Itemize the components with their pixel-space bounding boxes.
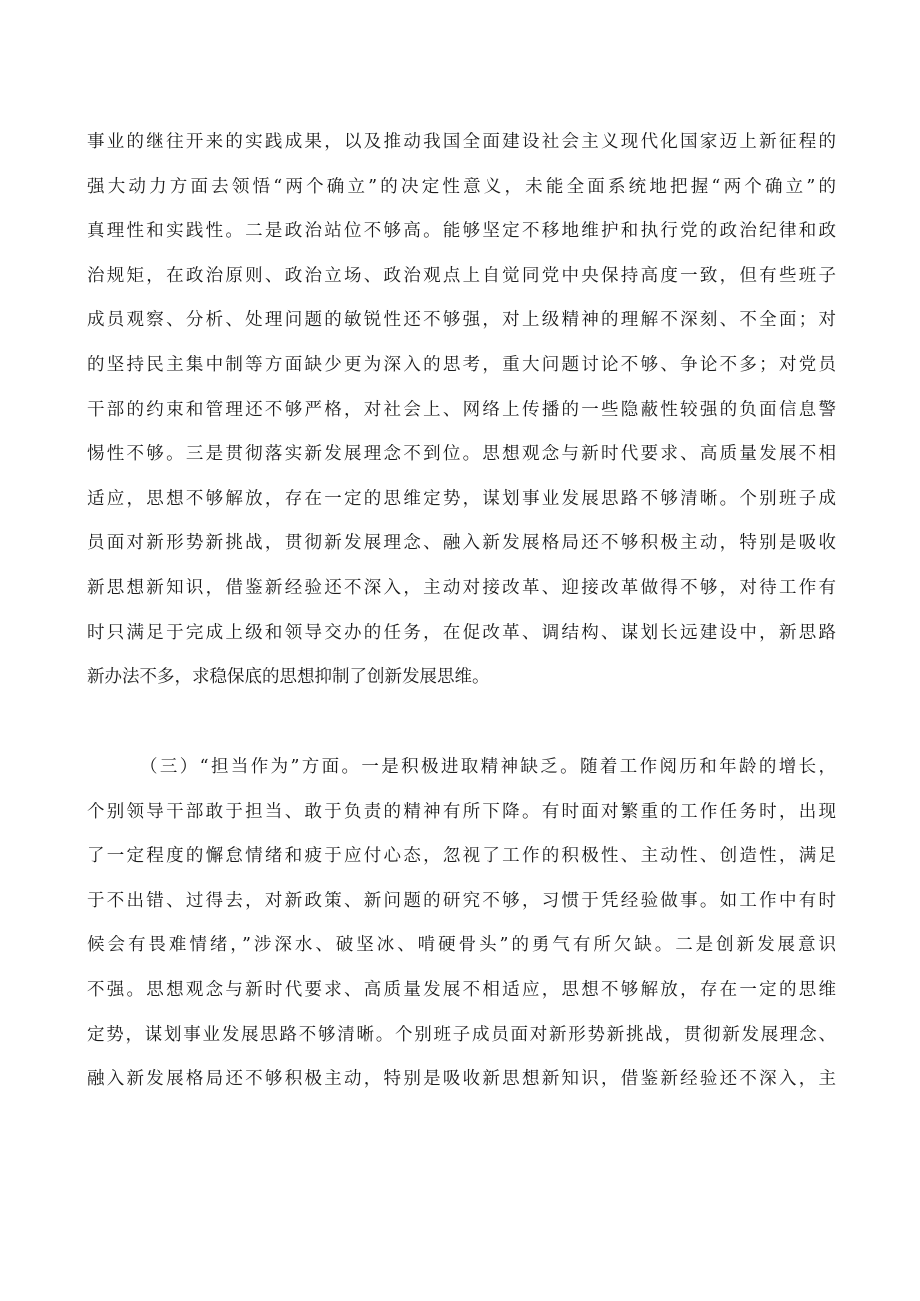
- paragraph-1: [87, 127, 836, 707]
- paragraph-line: 候会有畏难情绪，”涉深水、破坚冰、啃硬骨头”的勇气有所欠缺。二是创新发展意识: [87, 935, 836, 956]
- paragraph-line: 的坚持民主集中制等方面缺少更为深入的思考，重大问题讨论不够、争论不多；对党员: [87, 354, 836, 375]
- paragraph-2: [87, 752, 836, 1109]
- paragraph-line: 真理性和实践性。二是政治站位不够高。能够坚定不移地维护和执行党的政治纪律和政: [87, 221, 836, 242]
- paragraph-line-last: 新办法不多，求稳保底的思想抑制了创新发展思维。: [87, 667, 490, 688]
- paragraph-line: 强大动力方面去领悟“两个确立”的决定性意义，未能全面系统地把握“两个确立”的: [87, 176, 836, 197]
- paragraph-line: 新思想新知识，借鉴新经验还不深入，主动对接改革、迎接改革做得不够，对待工作有: [87, 577, 836, 598]
- paragraph-line: 定势，谋划事业发展思路不够清晰。个别班子成员面对新形势新挑战，贯彻新发展理念、: [87, 1024, 836, 1045]
- paragraph-line: 融入新发展格局还不够积极主动，特别是吸收新思想新知识，借鉴新经验还不深入，主: [87, 1069, 836, 1090]
- paragraph-line: 惕性不够。三是贯彻落实新发展理念不到位。思想观念与新时代要求、高质量发展不相: [87, 444, 836, 465]
- paragraph-line: 治规矩，在政治原则、政治立场、政治观点上自觉同党中央保持高度一致，但有些班子: [87, 265, 836, 286]
- paragraph-line: 员面对新形势新挑战，贯彻新发展理念、融入新发展格局还不够积极主动，特别是吸收: [87, 533, 836, 554]
- paragraph-line: 干部的约束和管理还不够严格，对社会上、网络上传播的一些隐蔽性较强的负面信息警: [87, 399, 836, 420]
- paragraph-line-first: （三）“担当作为”方面。一是积极进取精神缺乏。随着工作阅历和年龄的增长，: [140, 757, 836, 777]
- paragraph-line: 个别领导干部敢于担当、敢于负责的精神有所下降。有时面对繁重的工作任务时，出现: [87, 801, 836, 822]
- paragraph-line: 成员观察、分析、处理问题的敏锐性还不够强，对上级精神的理解不深刻、不全面；对: [87, 310, 836, 331]
- paragraph-line: 于不出错、过得去，对新政策、新问题的研究不够，习惯于凭经验做事。如工作中有时: [87, 890, 836, 911]
- paragraph-line: 时只满足于完成上级和领导交办的任务，在促改革、调结构、谋划长远建设中，新思路: [87, 622, 836, 643]
- paragraph-line: 适应，思想不够解放，存在一定的思维定势，谋划事业发展思路不够清晰。个别班子成: [87, 488, 836, 509]
- paragraph-line: 了一定程度的懈怠情绪和疲于应付心态，忽视了工作的积极性、主动性、创造性，满足: [87, 846, 836, 867]
- paragraph-line: 事业的继往开来的实践成果，以及推动我国全面建设社会主义现代化国家迈上新征程的: [87, 132, 836, 152]
- paragraph-line: 不强。思想观念与新时代要求、高质量发展不相适应，思想不够解放，存在一定的思维: [87, 979, 836, 1000]
